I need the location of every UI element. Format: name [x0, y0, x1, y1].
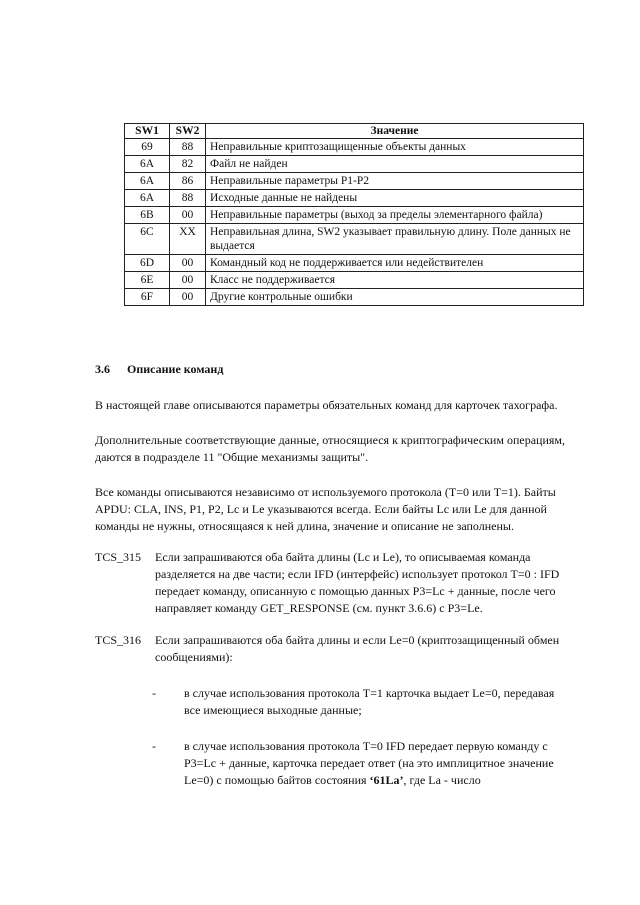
- status-code: ‘61La’: [369, 773, 404, 787]
- requirement-id: TCS_315: [95, 550, 142, 564]
- cell-sw1: 6A: [125, 173, 170, 190]
- table-row: [125, 156, 584, 173]
- table-row: [125, 207, 584, 224]
- cell-sw2: 88: [170, 190, 206, 207]
- bullet-text: [184, 738, 566, 789]
- cell-meaning: Неправильная длина, SW2 указывает правильную длину. Поле данных не выдается: [206, 224, 584, 255]
- section-title: Описание команд: [127, 362, 224, 376]
- cell-sw1: 6C: [125, 224, 170, 255]
- header-meaning: Значение: [206, 124, 584, 139]
- header-sw2: SW2: [170, 124, 206, 139]
- paragraph-crypto: Дополнительные соответствующие данные, относящиеся к криптографическим операциям, даются в подразделе 11 "Общие механизмы защиты".: [95, 433, 565, 464]
- table-row: [125, 272, 584, 289]
- table-row: [125, 255, 584, 272]
- table-row: [125, 139, 584, 156]
- cell-sw2: 00: [170, 207, 206, 224]
- cell-sw1: 6F: [125, 289, 170, 306]
- paragraph-protocol: Все команды описываются независимо от используемого протокола (T=0 или T=1). Байты APDU: CLA, INS, P1, P2, Lc и Le указываются всегда. Если байты Lc или Le для данной команды не нужны, относящаяся к ней длина, значение и описание не заполнены.: [95, 485, 556, 533]
- cell-sw2: XX: [170, 224, 206, 255]
- cell-sw2: 88: [170, 139, 206, 156]
- cell-sw2: 00: [170, 289, 206, 306]
- cell-sw1: 6A: [125, 190, 170, 207]
- cell-meaning: Неправильные параметры (выход за пределы элементарного файла): [206, 207, 584, 224]
- bullet-text-part: в случае использования протокола T=0 IFD передает первую команду с P3=Lc + данные, карточка передает ответ (на это имплицитное значение Le=0) с помощью байтов состояния: [184, 739, 554, 787]
- cell-sw1: 6D: [125, 255, 170, 272]
- cell-sw2: 00: [170, 255, 206, 272]
- cell-sw1: 6B: [125, 207, 170, 224]
- cell-meaning: Другие контрольные ошибки: [206, 289, 584, 306]
- table-header-row: [125, 124, 584, 139]
- header-sw1: SW1: [125, 124, 170, 139]
- requirement-id: TCS_316: [95, 633, 142, 647]
- cell-sw1: 6E: [125, 272, 170, 289]
- cell-meaning: Класс не поддерживается: [206, 272, 584, 289]
- cell-sw1: 69: [125, 139, 170, 156]
- cell-sw2: 00: [170, 272, 206, 289]
- bullet-text-part: , где La - число: [403, 773, 481, 787]
- requirement-text: Если запрашиваются оба байта длины и если Le=0 (криптозащищенный обмен сообщениями):: [155, 633, 560, 664]
- cell-sw2: 82: [170, 156, 206, 173]
- bullet-text: в случае использования протокола T=1 карточка выдает Le=0, передавая все имеющиеся выходные данные;: [184, 686, 555, 717]
- bullet-dash: -: [152, 739, 156, 753]
- cell-sw1: 6A: [125, 156, 170, 173]
- requirement-text: Если запрашиваются оба байта длины (Lc и Le), то описываемая команда разделяется на две части; если IFD (интерфейс) использует протокол T=0 : IFD передает команду, описанную с помощью данных P3=Lc + данные, после чего направляет команду GET_RESPONSE (см. пункт 3.6.6) с P3=Le.: [155, 550, 560, 615]
- status-words-table: [124, 123, 584, 306]
- table-row: [125, 289, 584, 306]
- cell-meaning: Неправильные криптозащищенные объекты данных: [206, 139, 584, 156]
- cell-meaning: Командный код не поддерживается или недействителен: [206, 255, 584, 272]
- bullet-dash: -: [152, 686, 156, 700]
- section-number: 3.6: [95, 362, 110, 376]
- cell-meaning: Исходные данные не найдены: [206, 190, 584, 207]
- cell-sw2: 86: [170, 173, 206, 190]
- paragraph-intro: В настоящей главе описываются параметры обязательных команд для карточек тахографа.: [95, 398, 558, 412]
- table-row: [125, 224, 584, 255]
- table-row: [125, 190, 584, 207]
- cell-meaning: Файл не найден: [206, 156, 584, 173]
- cell-meaning: Неправильные параметры P1-P2: [206, 173, 584, 190]
- table-row: [125, 173, 584, 190]
